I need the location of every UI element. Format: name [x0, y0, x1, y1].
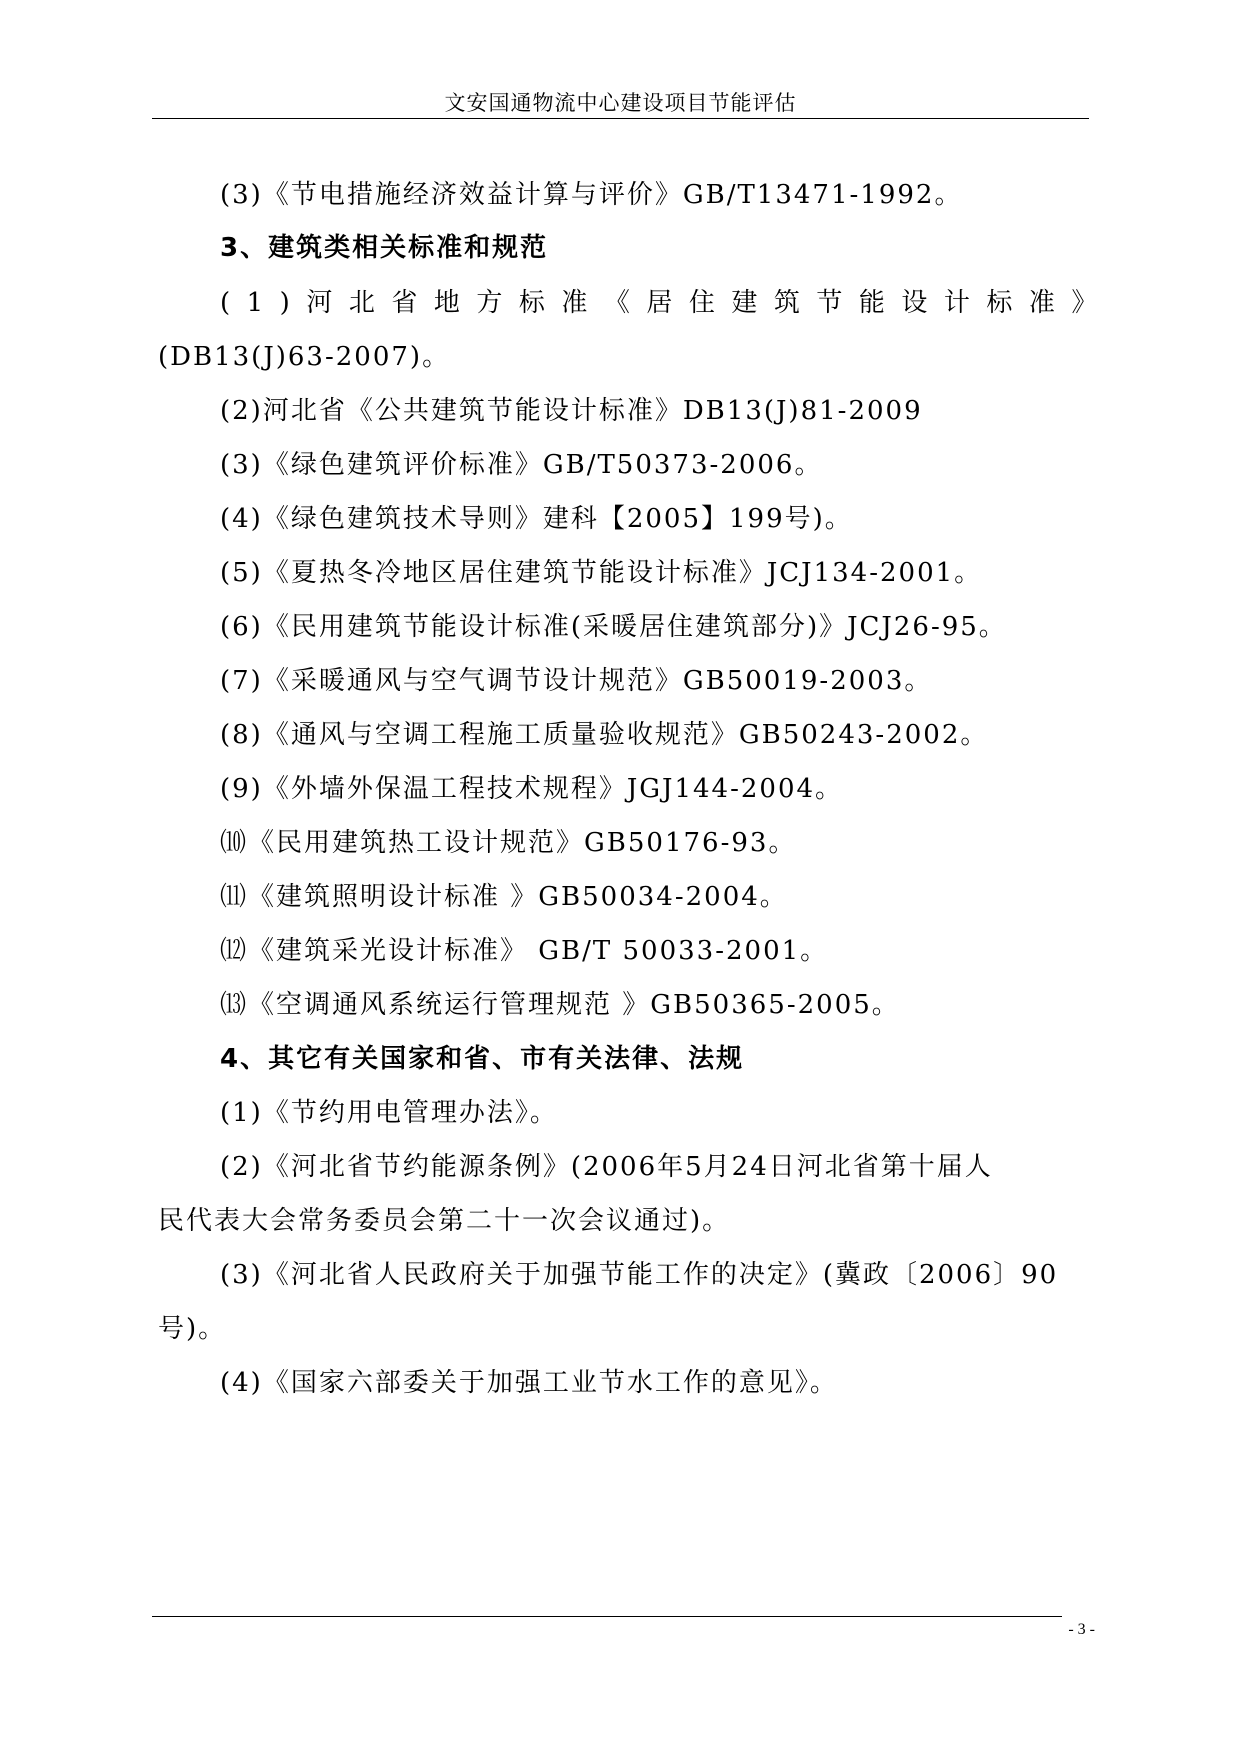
- paragraph: (3)《河北省人民政府关于加强节能工作的决定》(冀政〔2006〕90: [220, 1260, 1059, 1290]
- section-heading-3: 3、建筑类相关标准和规范: [220, 233, 549, 263]
- paragraph: (1)《节约用电管理办法》。: [220, 1098, 558, 1128]
- paragraph: ⑾《建筑照明设计标准 》GB50034-2004。: [220, 882, 788, 912]
- paragraph: (2)《河北省节约能源条例》(2006年5月24日河北省第十届人: [220, 1152, 993, 1182]
- paragraph: ⑿《建筑采光设计标准》 GB/T 50033-2001。: [220, 936, 829, 966]
- paragraph: (5)《夏热冬冷地区居住建筑节能设计标准》JCJ134-2001。: [220, 558, 983, 588]
- paragraph-continuation: 民代表大会常务委员会第二十一次会议通过)。: [158, 1206, 731, 1236]
- header-divider: [152, 118, 1089, 119]
- paragraph: ⒀《空调通风系统运行管理规范 》GB50365-2005。: [220, 990, 900, 1020]
- paragraph: (3)《绿色建筑评价标准》GB/T50373-2006。: [220, 450, 823, 480]
- paragraph: (2)河北省《公共建筑节能设计标准》DB13(J)81-2009: [220, 396, 923, 426]
- paragraph: (1)河北省地方标准《居住建筑节能设计标准》: [220, 288, 1114, 318]
- paragraph-continuation: (DB13(J)63-2007)。: [158, 342, 451, 372]
- paragraph: ⑽《民用建筑热工设计规范》GB50176-93。: [220, 828, 797, 858]
- paragraph: (4)《绿色建筑技术导则》建科【2005】199号)。: [220, 504, 853, 534]
- paragraph-continuation: 号)。: [158, 1314, 227, 1344]
- section-heading-4: 4、其它有关国家和省、市有关法律、法规: [220, 1044, 745, 1074]
- page-header-title: 文安国通物流中心建设项目节能评估: [444, 91, 797, 115]
- paragraph: (9)《外墙外保温工程技术规程》JGJ144-2004。: [220, 774, 844, 804]
- paragraph: (6)《民用建筑节能设计标准(采暖居住建筑部分)》JCJ26-95。: [220, 612, 1007, 642]
- paragraph: (4)《国家六部委关于加强工业节水工作的意见》。: [220, 1368, 838, 1398]
- footer-divider: [152, 1616, 1062, 1617]
- page-number: - 3 -: [1068, 1621, 1095, 1638]
- paragraph: (7)《采暖通风与空气调节设计规范》GB50019-2003。: [220, 666, 933, 696]
- paragraph: (3)《节电措施经济效益计算与评价》GB/T13471-1992。: [220, 180, 963, 210]
- paragraph: (8)《通风与空调工程施工质量验收规范》GB50243-2002。: [220, 720, 989, 750]
